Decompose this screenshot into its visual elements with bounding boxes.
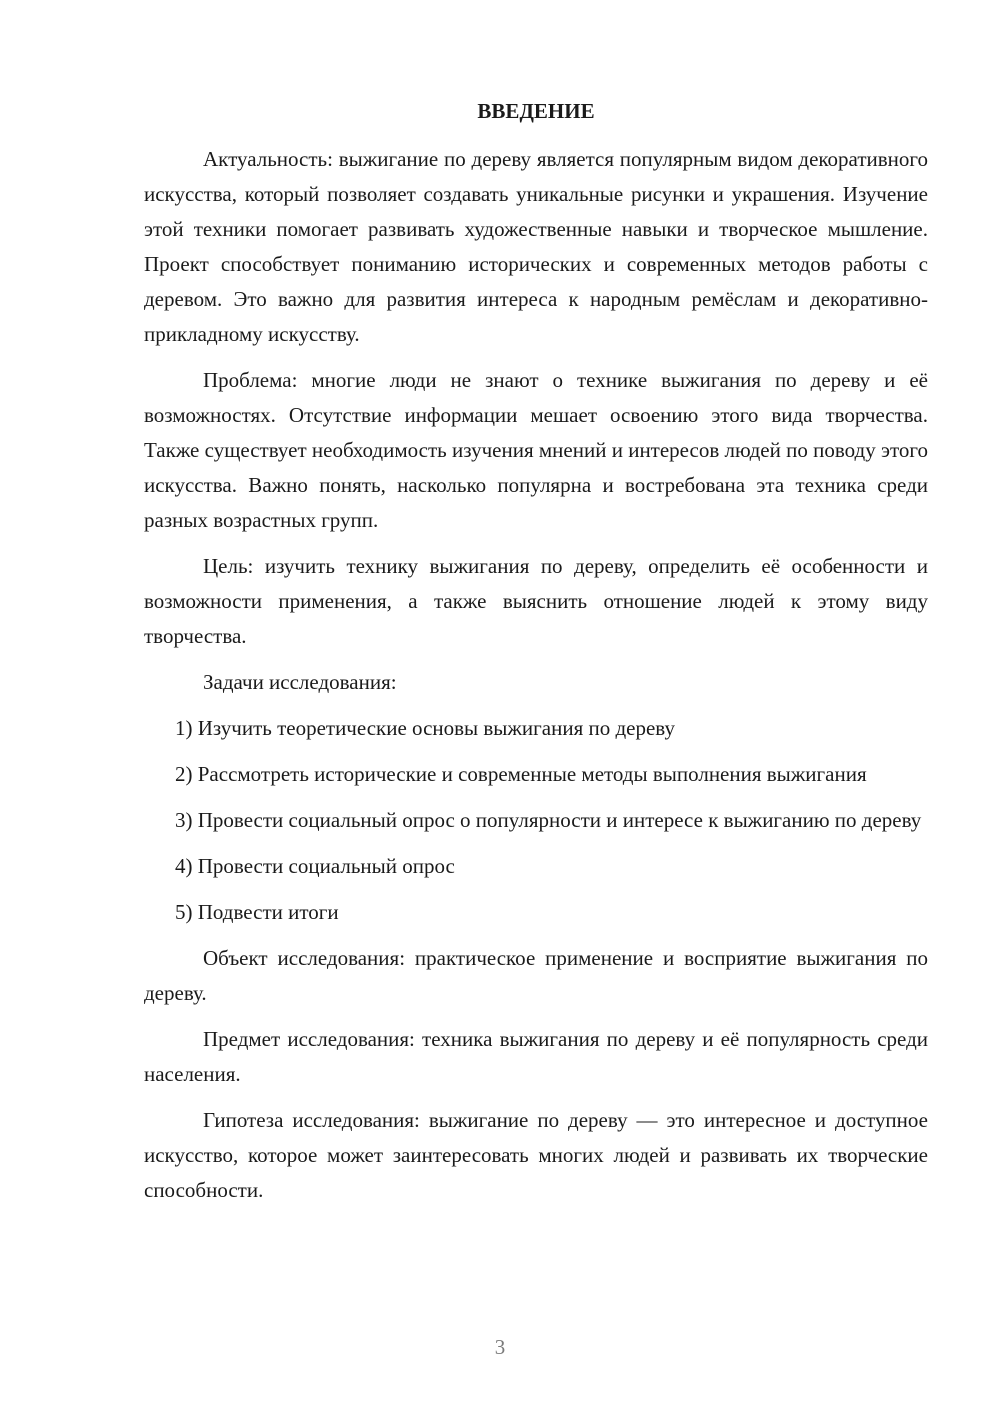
task-item-3: 3) Провести социальный опрос о популярности и интересе к выжиганию по дереву bbox=[175, 808, 922, 832]
section-title: ВВЕДЕНИЕ bbox=[477, 99, 595, 123]
task-item-4: 4) Провести социальный опрос bbox=[175, 854, 455, 878]
paragraph-subject: Предмет исследования: техника выжигания по дереву и её популярность среди населения. bbox=[144, 1027, 928, 1086]
task-item-5: 5) Подвести итоги bbox=[175, 900, 339, 924]
page-number: 3 bbox=[494, 1335, 506, 1359]
paragraph-goal: Цель: изучить технику выжигания по дереву, определить её особенности и возможности применения, а также выяснить отношение людей к этому виду творчества. bbox=[144, 554, 928, 648]
task-item-2: 2) Рассмотреть исторические и современные методы выполнения выжигания bbox=[175, 762, 867, 786]
paragraph-hypothesis: Гипотеза исследования: выжигание по дереву — это интересное и доступное искусство, которое может заинтересовать многих людей и развивать их творческие способности. bbox=[144, 1108, 928, 1202]
paragraph-object: Объект исследования: практическое применение и восприятие выжигания по дереву. bbox=[144, 946, 928, 1005]
paragraph-relevance: Актуальность: выжигание по дереву является популярным видом декоративного искусства, который позволяет создавать уникальные рисунки и украшения. Изучение этой техники помогает развивать художественные навыки и творческое мышление. Проект способствует пониманию исторических и современных методов работы с деревом. Это важно для развития интереса к народным ремёслам и декоративно-прикладному искусству. bbox=[144, 147, 928, 346]
task-item-1: 1) Изучить теоретические основы выжигания по дереву bbox=[175, 716, 676, 740]
tasks-heading: Задачи исследования: bbox=[203, 670, 397, 694]
paragraph-problem: Проблема: многие люди не знают о технике выжигания по дереву и её возможностях. Отсутствие информации мешает освоению этого вида творчества. Также существует необходимость изучения мнений и интересов людей по поводу этого искусства. Важно понять, насколько популярна и востребована эта техника среди разных возрастных групп. bbox=[144, 368, 928, 532]
document-page bbox=[144, 96, 928, 1219]
